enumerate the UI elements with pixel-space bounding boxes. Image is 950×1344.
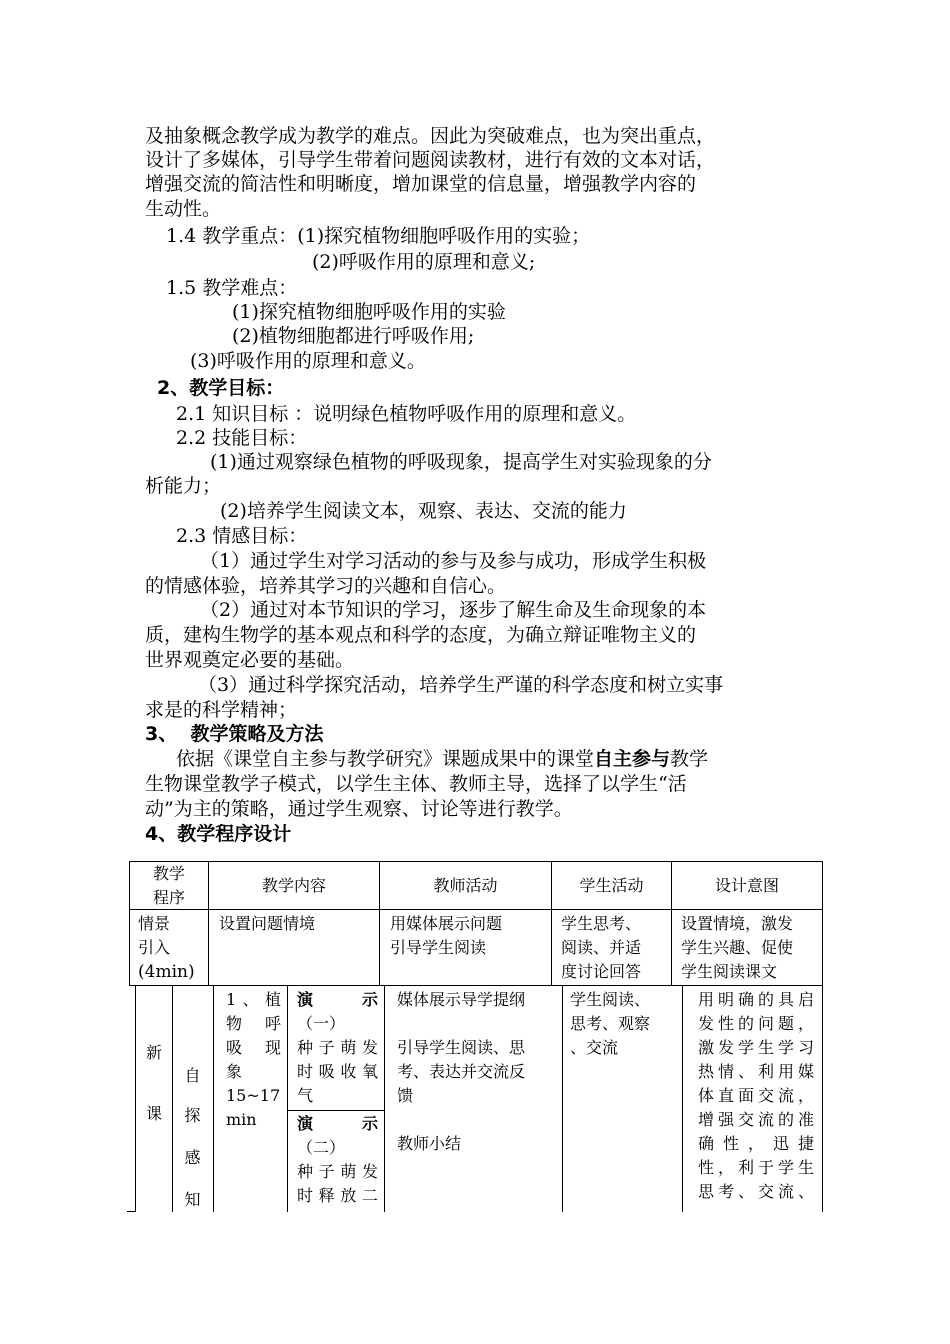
difficulty-line: (1)探究植物细胞呼吸作用的实验 — [232, 301, 506, 323]
cell-text: （二） — [297, 1138, 346, 1157]
cell-text: 引导学生阅读 — [390, 938, 487, 957]
cell-text: 阅读、并适 — [561, 938, 642, 957]
paragraph-line: 生动性。 — [145, 198, 222, 220]
cell-text: 1、植 — [226, 990, 281, 1009]
cell-text: 吸现 — [226, 1038, 281, 1057]
paragraph-line: 增强交流的简洁性和明晰度，增加课堂的信息量，增强教学内容的 — [145, 173, 697, 195]
cell-text: (4min) — [138, 962, 195, 982]
goal-line: 的情感体验，培养其学习的兴趣和自信心。 — [145, 575, 507, 597]
cell-text: 设置情境，激发 — [681, 914, 794, 933]
cell-text: 引入 — [138, 938, 171, 957]
student-cell-new-lesson — [562, 986, 683, 1212]
goal-line: (2)培养学生阅读文本，观察、表达、交流的能力 — [220, 500, 627, 522]
cell-text: 学生阅读课文 — [681, 962, 778, 981]
cell-text: 馈 — [397, 1086, 414, 1105]
cell-text: 体直面交流， — [698, 1086, 814, 1105]
teacher-cell-intro — [379, 909, 552, 986]
cell-text: 演示 — [297, 990, 378, 1009]
strategy-line: 生物课堂教学子模式，以学生主体、教师主导，选择了以学生“活 — [145, 773, 687, 795]
cell-text: 用媒体展示问题 — [390, 914, 503, 933]
header-cell-teacher: 教师活动 — [379, 861, 552, 910]
cell-text: 探 — [184, 1106, 201, 1125]
section-heading-strategy: 3、 教学策略及方法 — [145, 723, 324, 745]
demo-cell-1 — [287, 986, 385, 1111]
cell-text: 感 — [184, 1148, 201, 1167]
cell-text: 考、表达并交流反 — [397, 1062, 526, 1081]
header-text: 程序 — [152, 888, 185, 907]
section-heading-procedure: 4、教学程序设计 — [145, 823, 292, 845]
cell-text: 引导学生阅读、思 — [397, 1038, 526, 1057]
stage-cell-new-lesson — [135, 986, 173, 1212]
cell-text: 增强交流的准 — [698, 1110, 814, 1129]
header-cell-student: 学生活动 — [551, 861, 672, 910]
teacher-cell-new-lesson — [384, 986, 563, 1212]
goal-line: （2）通过对本节知识的学习，逐步了解生命及生命现象的本 — [200, 599, 707, 621]
cell-text: 象 — [226, 1062, 243, 1081]
key-points-line: 1.4 教学重点：(1)探究植物细胞呼吸作用的实验； — [166, 225, 591, 247]
stage-cell-self-explore — [172, 986, 214, 1212]
strategy-text: 教学 — [670, 748, 709, 770]
cell-text: 气 — [297, 1086, 314, 1105]
demo-cell-2 — [287, 1110, 385, 1212]
table-cut-line — [127, 1211, 135, 1212]
cell-text: 情景 — [138, 914, 171, 933]
stage-cell-intro — [129, 909, 209, 986]
cell-text: 思考、交流、 — [698, 1182, 814, 1201]
intent-cell-new-lesson — [682, 986, 823, 1212]
difficulty-line: (2)植物细胞都进行呼吸作用; — [232, 325, 475, 347]
cell-text: 学生兴趣、促使 — [681, 938, 794, 957]
goal-line: (1)通过观察绿色植物的呼吸现象，提高学生对实验现象的分 — [210, 451, 712, 473]
strategy-line: 动”为主的策略，通过学生观察、讨论等进行教学。 — [145, 798, 573, 820]
header-cell-content: 教学内容 — [208, 861, 380, 910]
student-cell-intro — [551, 909, 672, 986]
strategy-text: 依据《课堂自主参与教学研究》课题成果中的课堂 — [176, 748, 595, 770]
cell-text: 物呼 — [226, 1014, 281, 1033]
cell-text: 知 — [184, 1190, 201, 1209]
header-text: 教学 — [152, 864, 185, 883]
goal-line: 2.1 知识目标 ：说明绿色植物呼吸作用的原理和意义。 — [176, 403, 637, 425]
cell-text: 学生思考、 — [561, 914, 642, 933]
header-cell-intent: 设计意图 — [671, 861, 823, 910]
cell-text: 思考、观察 — [570, 1014, 651, 1033]
goal-line: （1）通过学生对学习活动的参与及参与成功，形成学生积极 — [200, 550, 707, 572]
cell-text: 确性，迅捷 — [698, 1134, 814, 1153]
difficulty-line: (3)呼吸作用的原理和意义。 — [190, 350, 426, 372]
goal-line: （3）通过科学探究活动，培养学生严谨的科学态度和树立实事 — [198, 674, 724, 696]
section-heading-goals: 2、教学目标： — [157, 377, 285, 399]
goal-heading: 2.2 技能目标： — [176, 427, 308, 449]
goal-line: 世界观奠定必要的基础。 — [145, 649, 355, 671]
goal-heading: 2.3 情感目标： — [176, 525, 308, 547]
goal-line: 求是的科学精神； — [145, 699, 298, 721]
cell-text: 自 — [184, 1066, 201, 1085]
paragraph-line: 设计了多媒体，引导学生带着问题阅读教材，进行有效的文本对话， — [145, 149, 716, 171]
cell-text: 激发学生学习 — [698, 1038, 814, 1057]
cell-text: 用明确的具启 — [698, 990, 814, 1009]
cell-text: 性，利于学生 — [698, 1158, 814, 1177]
content-cell-intro: 设置问题情境 — [208, 909, 380, 986]
cell-text: 新 — [145, 1043, 162, 1062]
difficulty-heading: 1.5 教学难点： — [166, 277, 298, 299]
strategy-bold: 自主参与 — [594, 748, 671, 770]
cell-text: 学生阅读、 — [570, 990, 651, 1009]
cell-text: min — [226, 1110, 257, 1129]
cell-text: 种子萌发 — [297, 1162, 378, 1181]
key-points-line: (2)呼吸作用的原理和意义; — [312, 251, 536, 273]
topic-cell — [213, 986, 288, 1212]
goal-line: 析能力； — [145, 475, 222, 497]
intent-cell-intro — [671, 909, 823, 986]
cell-text: 时吸收氧 — [297, 1062, 378, 1081]
cell-text: 媒体展示导学提纲 — [397, 990, 526, 1009]
header-cell-stage — [129, 861, 209, 910]
goal-line: 质，建构生物学的基本观点和科学的态度，为确立辩证唯物主义的 — [145, 624, 697, 646]
cell-text: 15~17 — [226, 1086, 281, 1105]
cell-text: （一） — [297, 1014, 346, 1033]
cell-text: 教师小结 — [397, 1134, 462, 1153]
cell-text: 时释放二 — [297, 1186, 378, 1205]
cell-text: 度讨论回答 — [561, 962, 642, 981]
cell-text: 演示 — [297, 1114, 378, 1133]
cell-text: 课 — [145, 1104, 162, 1123]
cell-text: 发性的问题， — [698, 1014, 814, 1033]
cell-text: 热情、利用媒 — [698, 1062, 814, 1081]
strategy-line — [176, 747, 708, 771]
cell-text: 种子萌发 — [297, 1038, 378, 1057]
paragraph-line: 及抽象概念教学成为教学的难点。因此为突破难点，也为突出重点， — [145, 125, 716, 147]
cell-text: 、交流 — [570, 1038, 619, 1057]
